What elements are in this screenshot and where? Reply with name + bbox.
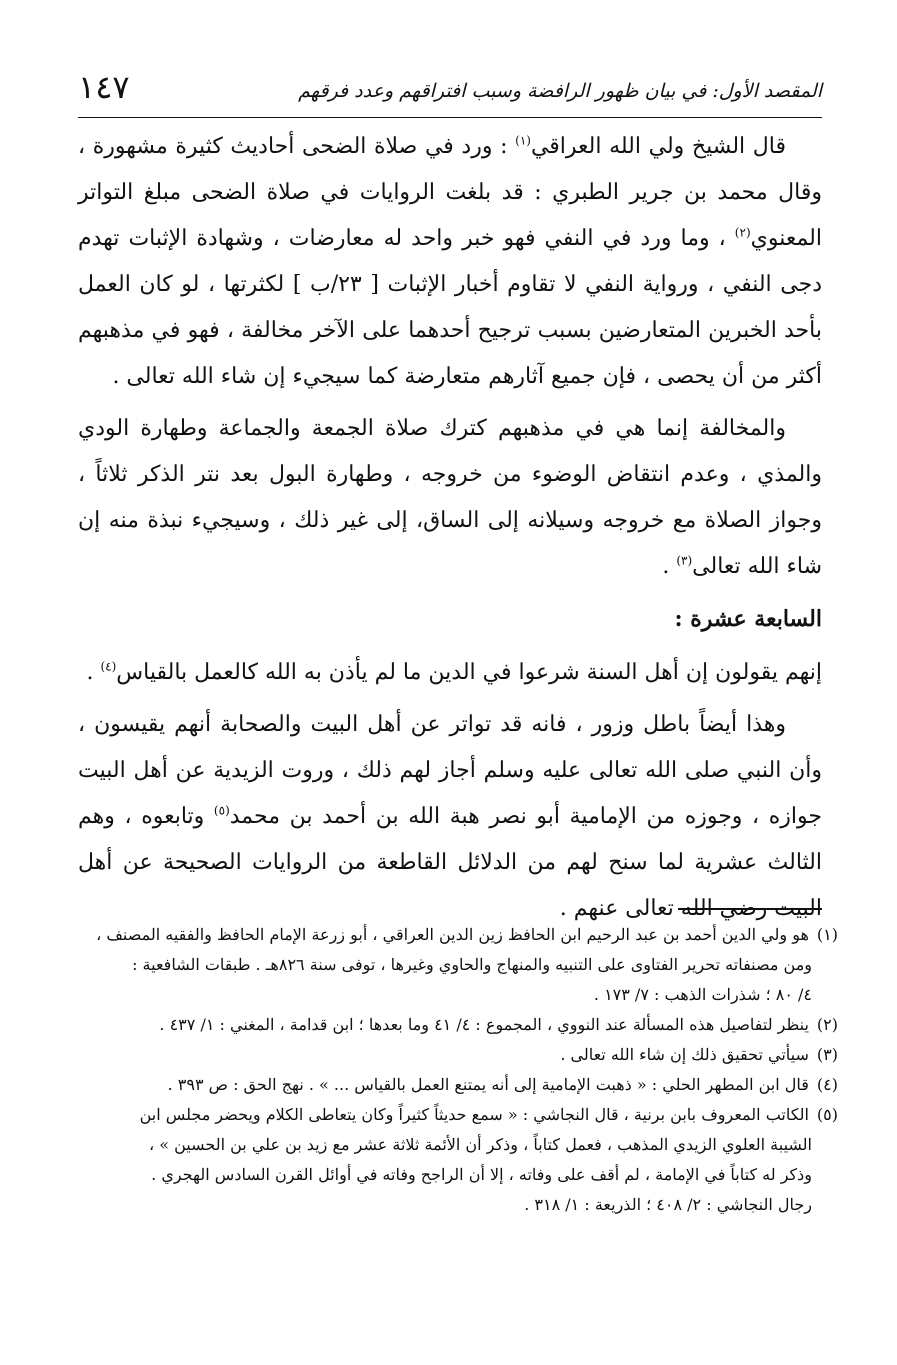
footnote-ref-1[interactable]: (١) bbox=[515, 133, 531, 148]
main-text bbox=[78, 124, 822, 938]
footnote-ref-2[interactable]: (٢) bbox=[734, 225, 751, 240]
footnote-line: الكاتب المعروف بابن برنية ، قال النجاشي : « سمع حديثاً كثيراً وكان يتعاطى الكلام ويحضر مجلس ابن bbox=[139, 1105, 809, 1124]
paragraph-2 bbox=[78, 406, 822, 590]
paragraph-text: . bbox=[662, 554, 677, 579]
footnote-line: ينظر لتفاصيل هذه المسألة عند النووي ، المجموع : ٤/ ٤١ وما بعدها ؛ ابن قدامة ، المغني : ١/ ٤٣٧ . bbox=[159, 1015, 809, 1034]
footnote-line: سيأتي تحقيق ذلك إن شاء الله تعالى . bbox=[560, 1045, 809, 1064]
paragraph-text: وتابعوه ، وهم الثالث عشرية لما سنح لهم من الدلائل القاطعة من الروايات الصحيحة عن أهل البيت رضي الله تعالى عنهم . bbox=[78, 804, 822, 921]
footnote-rule bbox=[678, 908, 822, 910]
footnote-line: ٤/ ٨٠ ؛ شذرات الذهب : ٧/ ١٧٣ . bbox=[593, 985, 812, 1004]
page-number: ١٤٧ bbox=[78, 68, 130, 106]
footnote-line: رجال النجاشي : ٢/ ٤٠٨ ؛ الذريعة : ١/ ٣١٨ . bbox=[524, 1195, 812, 1214]
quote-text: . bbox=[86, 660, 101, 685]
paragraph-3 bbox=[78, 702, 822, 932]
quote-text: إنهم يقولون إن أهل السنة شرعوا في الدين ما لم يأذن به الله كالعمل بالقياس bbox=[116, 660, 822, 685]
page-header bbox=[78, 68, 822, 118]
paragraph-text: والمخالفة إنما هي في مذهبهم كترك صلاة الجمعة والجماعة وطهارة الودي والمذي ، وعدم انتقاض الوضوء من خروجه ، وطهارة البول بعد نتر الذكر ثلاثاً ، وجواز الصلاة مع خروجه وسيلانه إلى الساق، إلى غير ذلك ، وسيجيء نبذة منه إن شاء الله تعالى bbox=[78, 416, 822, 579]
footnote-number: (٢) bbox=[816, 1015, 838, 1034]
footnote-2 bbox=[78, 1010, 838, 1040]
footnote-line: وذكر له كتاباً في الإمامة ، لم أقف على وفاته ، إلا أن الراجح وفاته في أوائل القرن السادس الهجري . bbox=[151, 1165, 812, 1184]
footnote-3 bbox=[78, 1040, 838, 1070]
footnote-number: (٤) bbox=[816, 1075, 838, 1094]
footnote-line: الشيبة العلوي الزيدي المذهب ، فعمل كتاباً ، وذكر أن الأئمة ثلاثة عشر مع زيد بن علي بن الحسين » ، bbox=[148, 1135, 812, 1154]
footnote-number: (٥) bbox=[816, 1105, 838, 1124]
footnote-line: قال ابن المطهر الحلي : « ذهبت الإمامية إلى أنه يمتنع العمل بالقياس ... » . نهج الحق : ص ٣٩٣ . bbox=[167, 1075, 809, 1094]
footnote-ref-4[interactable]: (٤) bbox=[100, 659, 117, 674]
footnote-ref-3[interactable]: (٣) bbox=[676, 553, 693, 568]
paragraph-text: وهذا أيضاً باطل وزور ، فانه قد تواتر عن أهل البيت والصحابة أنهم يقيسون ، وأن النبي صلى الله تعالى عليه وسلم أجاز لهم ذلك ، وروت الزيدية عن أهل البيت جوازه ، وجوزه من الإمامية أبو نصر هبة الله بن أحمد بن محمد bbox=[78, 712, 822, 829]
footnote-line: ومن مصنفاته تحرير الفتاوى على التنبيه والمنهاج والحاوي وغيرها ، توفى سنة ٨٢٦هـ . طبقات الشافعية : bbox=[132, 955, 812, 974]
footnote-line: هو ولي الدين أحمد بن عبد الرحيم ابن الحافظ زين الدين العراقي ، أبو زرعة الإمام الحافظ والفقيه المصنف ، bbox=[96, 925, 809, 944]
footnote-5 bbox=[78, 1100, 838, 1220]
paragraph-text: : ورد في صلاة الضحى أحاديث كثيرة مشهورة ، وقال محمد بن جرير الطبري : قد بلغت الروايات في صلاة الضحى مبلغ التواتر المعنوي bbox=[78, 134, 822, 251]
footnote-number: (٣) bbox=[816, 1045, 838, 1064]
footnote-4 bbox=[78, 1070, 838, 1100]
paragraph-text: ، وما ورد في النفي فهو خبر واحد له معارضات ، وشهادة الإثبات تهدم دجى النفي ، ورواية النفي لا تقاوم أخبار الإثبات [ ٢٣/ب ] لكثرتها ، لو كان العمل بأحد الخبرين المتعارضين بسبب ترجيح أحدهما على الآخر مخالفة ، فهو في مذهبهم أكثر من أن يحصى ، فإن جميع آثارهم متعارضة كما سيجيء إن شاء الله تعالى . bbox=[78, 226, 822, 389]
quoted-claim bbox=[78, 650, 822, 696]
paragraph-text: قال الشيخ ولي الله العراقي bbox=[530, 134, 786, 159]
header-rule bbox=[78, 117, 822, 118]
footnote-1 bbox=[78, 920, 838, 1010]
running-title: المقصد الأول: في بيان ظهور الرافضة وسبب افتراقهم وعدد فرقهم bbox=[298, 80, 822, 102]
footnote-number: (١) bbox=[816, 925, 838, 944]
paragraph-1 bbox=[78, 124, 822, 400]
section-heading: السابعة عشرة : bbox=[674, 606, 822, 632]
footnote-ref-5[interactable]: (٥) bbox=[213, 803, 230, 818]
footnotes bbox=[78, 920, 838, 1220]
